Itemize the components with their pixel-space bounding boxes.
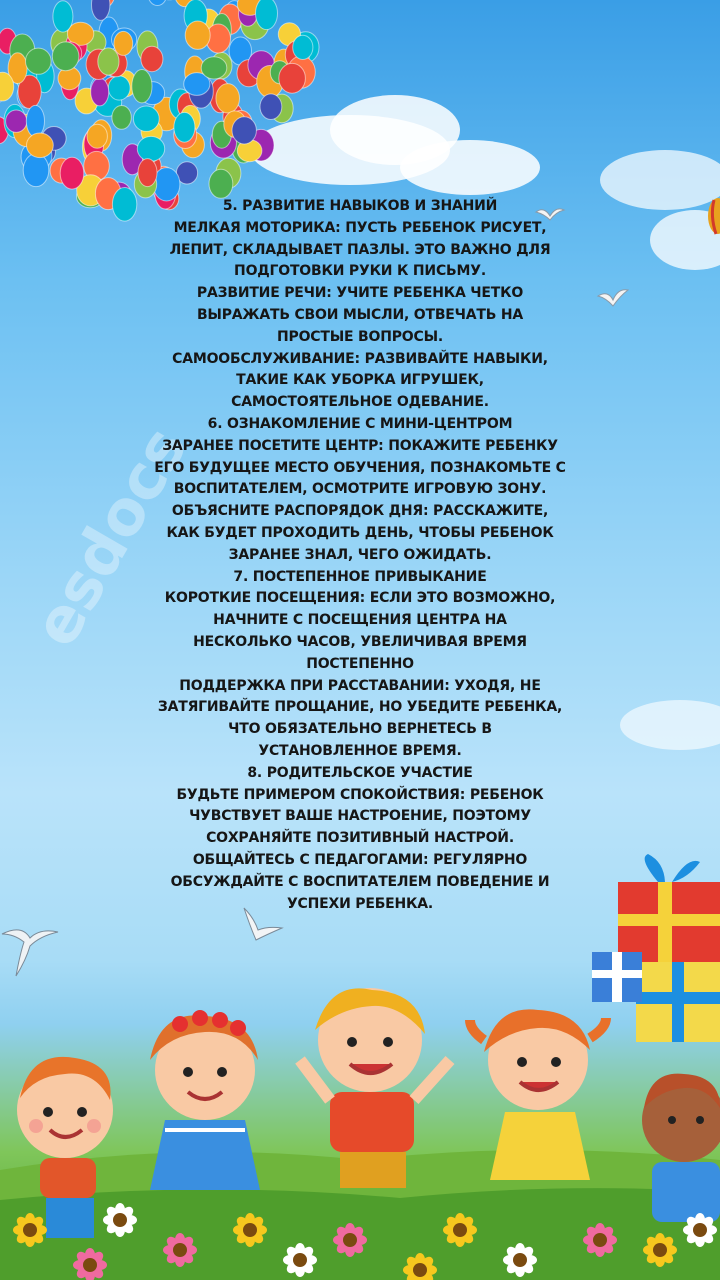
balloon [23,154,49,187]
text-line: 6. ОЗНАКОМЛЕНИЕ С МИНИ-ЦЕНТРОМ [207,415,513,432]
hot-air-balloon-icon [704,198,720,248]
text-line: 8. РОДИТЕЛЬСКОЕ УЧАСТИЕ [247,764,473,781]
kid-illustration [150,1010,260,1190]
text-line: ЗАТЯГИВАЙТЕ ПРОЩАНИЕ, НО УБЕДИТЕ РЕБЕНКА, [157,699,563,716]
flower [13,1213,47,1247]
balloon [91,78,109,106]
text-line: БУДЬТЕ ПРИМЕРОМ СПОКОЙСТВИЯ: РЕБЕНОК [176,786,544,803]
balloon [141,46,163,71]
balloon [133,106,159,131]
text-line: ПОДГОТОВКИ РУКИ К ПИСЬМУ. [234,263,486,280]
balloon [52,42,79,71]
balloon [148,0,167,6]
text-line: ЧТО ОБЯЗАТЕЛЬНО ВЕРНЕТЕСЬ В [228,721,492,738]
seagull-icon [596,286,630,312]
text-line: ОБЩАЙТЕСЬ С ПЕДАГОГАМИ: РЕГУЛЯРНО [192,851,528,868]
balloon [232,117,256,144]
balloon [293,35,313,59]
balloon [260,94,282,120]
text-line: ПОДДЕРЖКА ПРИ РАССТАВАНИИ: УХОДЯ, НЕ [179,677,541,694]
flower [683,1213,717,1247]
text-line: ПОСТЕПЕННО [306,655,414,672]
text-line: ПРОСТЫЕ ВОПРОСЫ. [277,328,443,345]
flower [233,1213,267,1247]
balloon [132,70,152,103]
balloon [26,48,52,74]
flower [283,1243,317,1277]
balloon [185,21,210,49]
text-line: МЕЛКАЯ МОТОРИКА: ПУСТЬ РЕБЕНОК РИСУЕТ, [173,219,547,236]
cloud [600,150,720,210]
text-line: ЛЕПИТ, СКЛАДЫВАЕТ ПАЗЛЫ. ЭТО ВАЖНО ДЛЯ [169,241,551,258]
flower [643,1233,677,1267]
balloon [279,63,306,93]
balloon [114,31,133,55]
balloon [27,133,54,158]
text-content [120,196,600,915]
flower [443,1213,477,1247]
balloon [256,0,278,30]
balloon [174,112,195,142]
cloud [620,700,720,750]
balloon [216,84,240,113]
text-line: РАЗВИТИЕ РЕЧИ: УЧИТЕ РЕБЕНКА ЧЕТКО [196,285,524,302]
watermark: esdocs [18,414,202,659]
text-line: ОБСУЖДАЙТЕ С ВОСПИТАТЕЛЕМ ПОВЕДЕНИЕ И [170,873,550,890]
balloon [98,48,119,75]
balloon [53,1,73,32]
text-line: ЗАРАНЕЕ ЗНАЛ, ЧЕГО ОЖИДАТЬ. [228,546,492,563]
text-line: НЕСКОЛЬКО ЧАСОВ, УВЕЛИЧИВАЯ ВРЕМЯ [193,633,527,650]
text-line: САМОСТОЯТЕЛЬНОЕ ОДЕВАНИЕ. [231,394,489,411]
text-line: КОРОТКИЕ ПОСЕЩЕНИЯ: ЕСЛИ ЭТО ВОЗМОЖНО, [164,590,556,607]
flower [503,1243,537,1277]
text-line: ОБЪЯСНИТЕ РАСПОРЯДОК ДНЯ: РАССКАЖИТЕ, [171,503,549,520]
text-line: СОХРАНЯЙТЕ ПОЗИТИВНЫЙ НАСТРОЙ. [206,830,514,847]
text-line: 7. ПОСТЕПЕННОЕ ПРИВЫКАНИЕ [233,568,487,585]
text-line: 5. РАЗВИТИЕ НАВЫКОВ И ЗНАНИЙ [222,198,498,214]
balloon [112,105,131,129]
kids-meadow-illustration [0,930,720,1280]
text-line: ВЫРАЖАТЬ СВОИ МЫСЛИ, ОТВЕЧАТЬ НА [196,306,524,323]
text-line: ТАКИЕ КАК УБОРКА ИГРУШЕК, [236,372,484,389]
cloud [400,140,540,195]
balloon [6,110,27,132]
text-line: УСТАНОВЛЕННОЕ ВРЕМЯ. [258,742,462,759]
flower [103,1203,137,1237]
flower [333,1223,367,1257]
flower [583,1223,617,1257]
balloon [201,57,227,79]
balloon [26,105,44,136]
balloon [137,136,164,161]
text-line: ЧУВСТВУЕТ ВАШЕ НАСТРОЕНИЕ, ПОЭТОМУ [189,808,531,825]
text-line: УСПЕХИ РЕБЕНКА. [286,895,434,912]
balloon [60,157,84,189]
flower [163,1233,197,1267]
text-line: ВОСПИТАТЕЛЕМ, ОСМОТРИТЕ ИГРОВУЮ ЗОНУ. [173,481,547,498]
text-line: ЕГО БУДУЩЕЕ МЕСТО ОБУЧЕНИЯ, ПОЗНАКОМЬТЕ С [154,459,566,476]
text-line: САМООБСЛУЖИВАНИЕ: РАЗВИВАЙТЕ НАВЫКИ, [172,350,548,367]
kid-illustration [642,1074,720,1222]
balloon [209,169,233,198]
balloon [138,159,157,187]
text-line: ЗАРАНЕЕ ПОСЕТИТЕ ЦЕНТР: ПОКАЖИТЕ РЕБЕНКУ [162,437,558,454]
text-line: НАЧНИТЕ С ПОСЕЩЕНИЯ ЦЕНТРА НА [213,612,507,629]
balloon [87,124,107,148]
balloon [108,76,130,100]
text-line: КАК БУДЕТ ПРОХОДИТЬ ДЕНЬ, ЧТОБЫ РЕБЕНОК [166,524,554,541]
